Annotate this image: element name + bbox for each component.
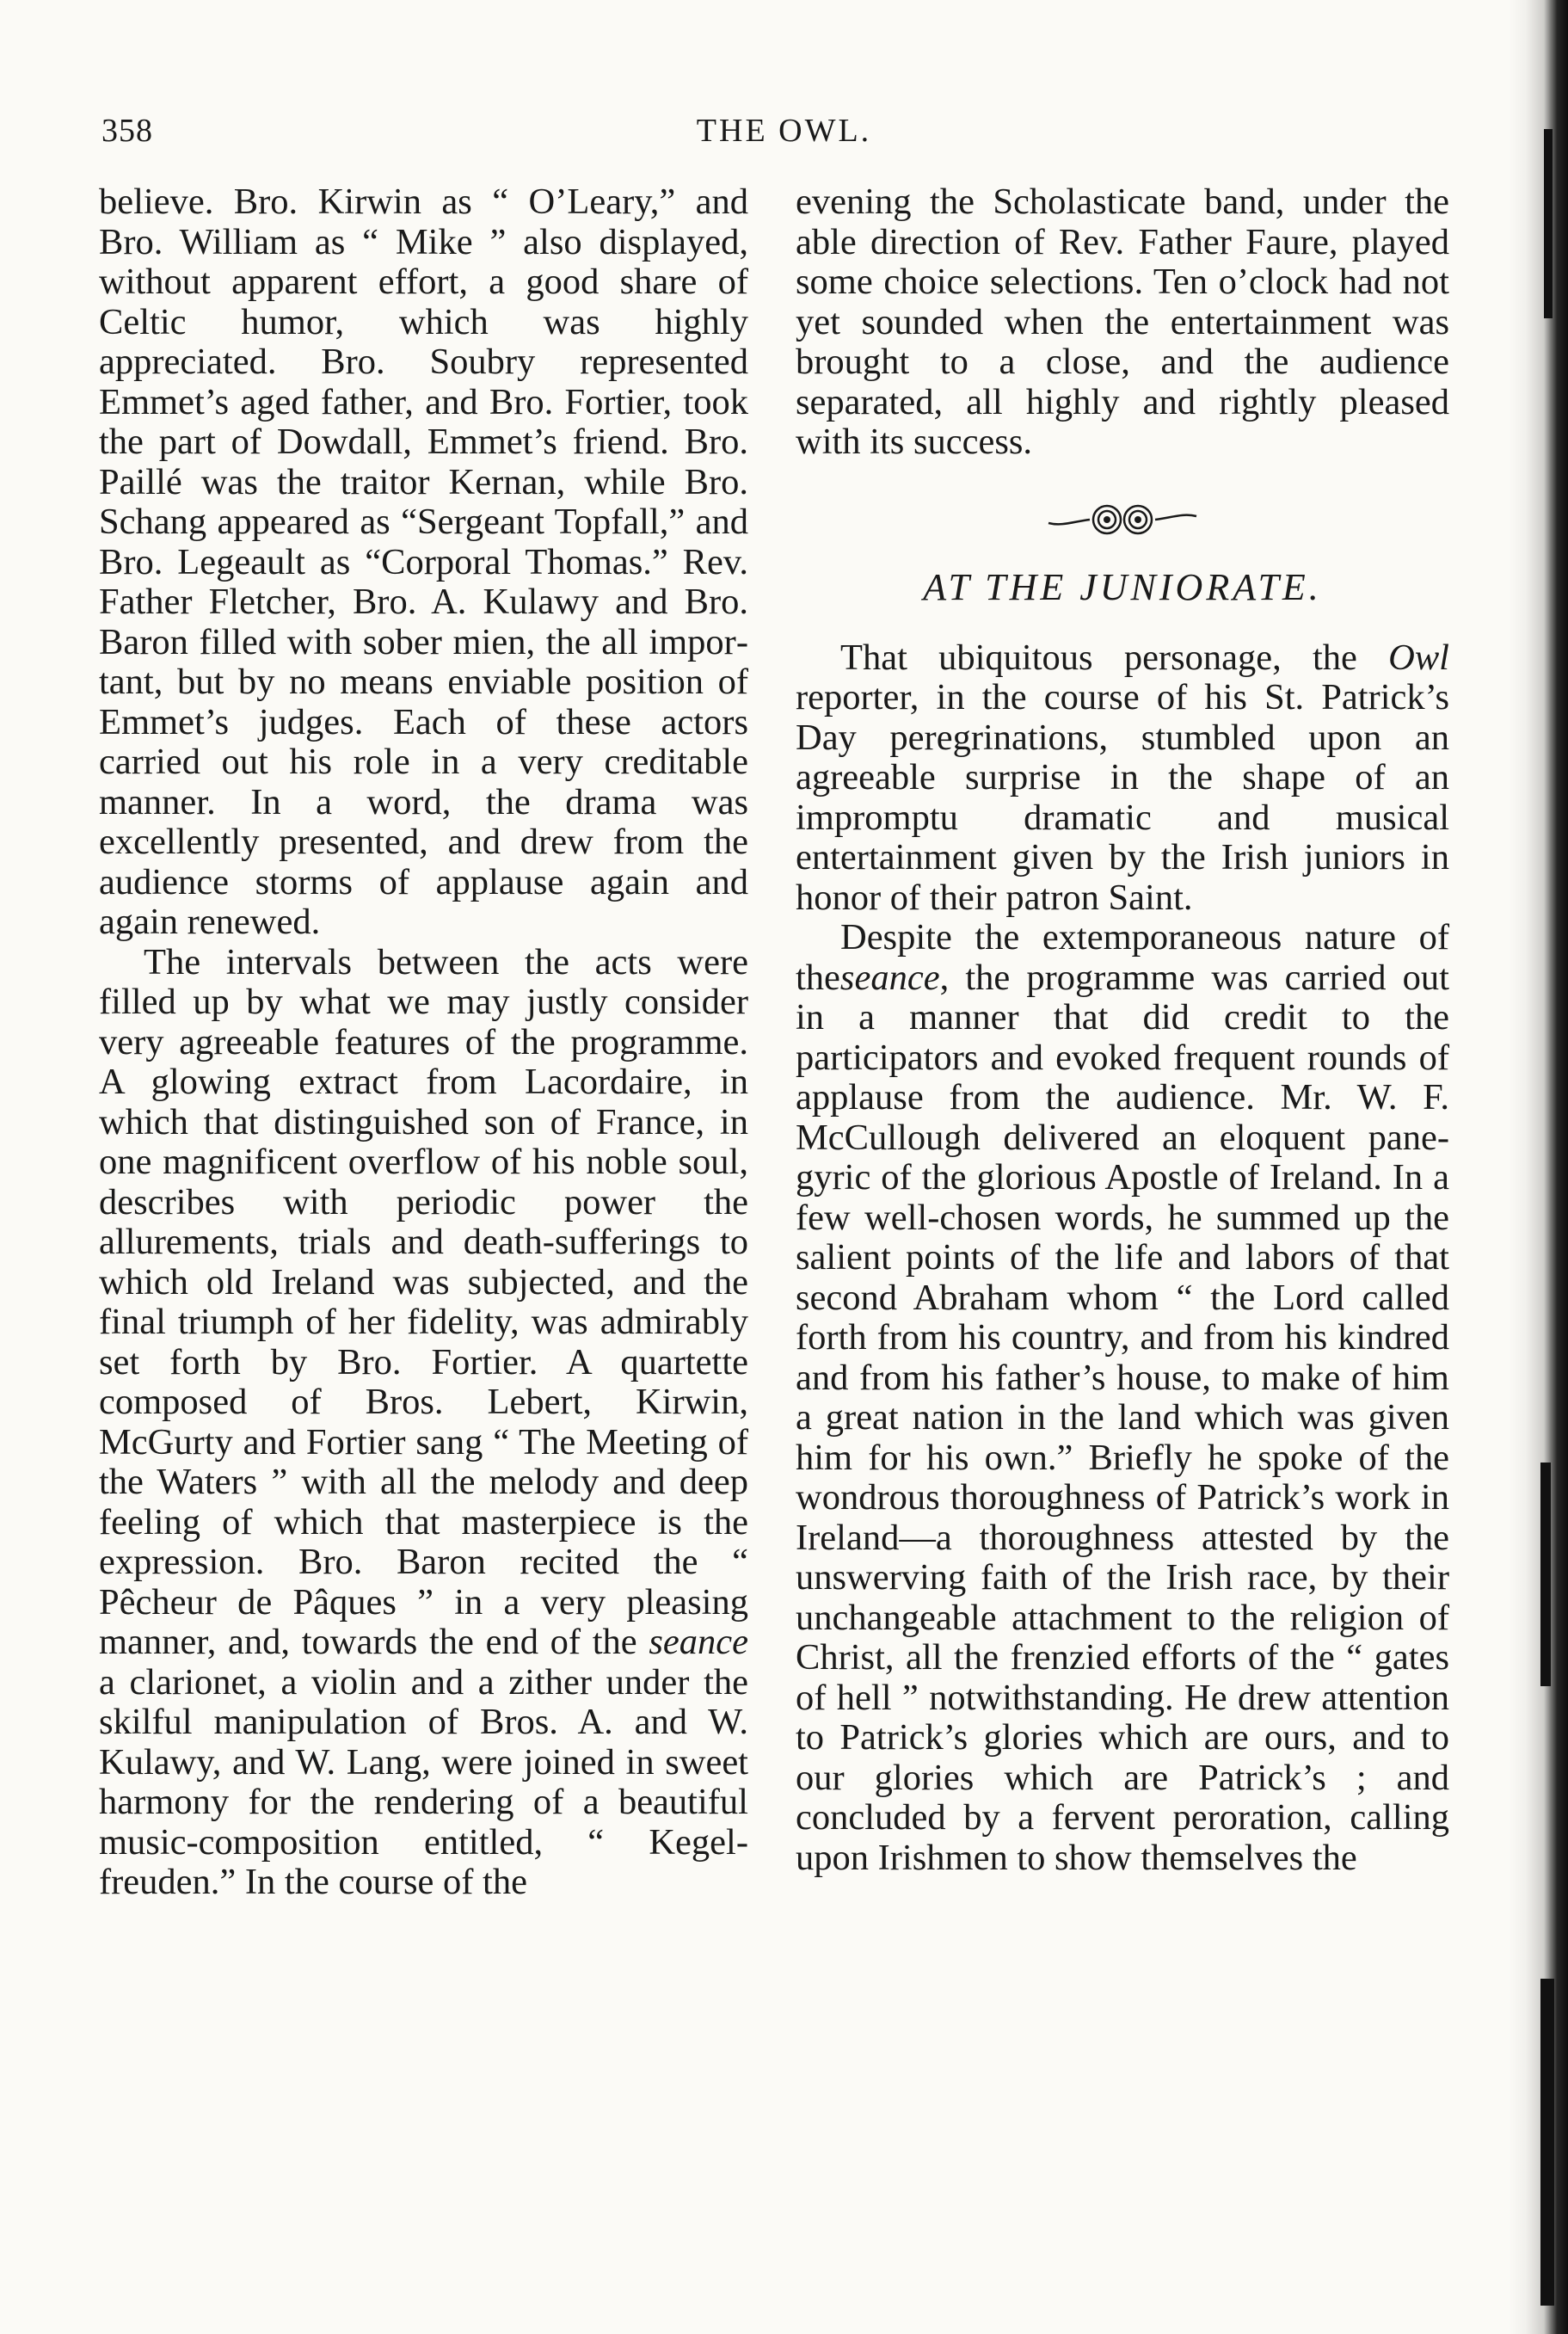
paragraph-owl-reporter	[796, 638, 1449, 919]
ornament-divider	[796, 501, 1449, 540]
binding-speck	[1544, 129, 1553, 318]
italic-term: seance	[839, 957, 940, 998]
page-number: 358	[101, 113, 153, 149]
paragraph-intervals	[99, 943, 748, 1903]
binding-speck	[1540, 1979, 1554, 2306]
paragraph-text: a clarionet, a violin and a zither under the skilful manipulation of Bros. A. and W. Kulawy, and W. Lang, were joined in sweet harmony for the rendering of a beautiful music-composition entitled, “ Kegelfreuden.” In the course of the	[99, 1661, 748, 1902]
paragraph-text: , the programme was carried out in a manner that did credit to the participators and evoked frequent rounds of applause from the audience. Mr. W. F. McCullough delivered an eloquent panegyric of the glorious Apostle of Ireland. In a few well-chosen words, he summed up the salient points of the life and labors of that second Abraham whom “ the Lord called forth from his country, and from his kindred and from his father’s house, to make of him a great nation in the land which was given him for his own.” Briefly he spoke of the wondrous thoroughness of Patrick’s work in Ireland—a thoroughness attested by the unswerving faith of the Irish race, by their unchangeable attachment to the religion of Christ, all the frenzied efforts of the “ gates of hell ” notwithstanding. He drew attention to Patrick’s glories which are ours, and to our glories which are Patrick’s ; and concluded by a fervent peroration, calling upon Irishmen to show themselves the	[796, 957, 1449, 1878]
running-title: THE OWL.	[696, 113, 872, 149]
section-heading: AT THE JUNIORATE.	[923, 565, 1322, 608]
paragraph-text: The intervals between the acts were filled up by what we may justly consider very agreeable features of the programme. A glowing extract from Lacordaire, in which that distinguished son of France, in one magnificent overflow of his noble soul, describes with periodic power the allurements, trials and death-sufferings to which old Ireland was subjected, and the final triumph of her fidelity, was admirably set forth by Bro. Fortier. A quartette composed of Bros. Lebert, Kirwin, McGurty and Fortier sang “ The Meeting of the Waters ” with all the melody and deep feeling of which that masterpiece is the expression. Bro. Baron recited the “ Pêcheur de Pâques ” in a very pleasing manner, and, towards the end of the	[99, 941, 748, 1662]
paragraph-text: Despite the extemporaneous nature of the	[796, 917, 1449, 998]
left-column	[99, 182, 748, 1903]
paragraph-programme	[796, 918, 1449, 1878]
italic-term: seance	[649, 1622, 748, 1662]
right-column	[796, 182, 1449, 1878]
binding-speck	[1540, 1463, 1551, 1686]
paragraph-text: reporter, in the course of his St. Patrick’s Day peregrinations, stumbled upon an agreeable surprise in the shape of an impromptu dramatic and musical entertainment given by the Irish juniors in honor of their patron Saint.	[796, 677, 1449, 918]
paragraph-evening-close: evening the Scholasticate band, under the able direction of Rev. Father Faure, played some choice selections. Ten o’clock had not yet sounded when the entertainment was brought to a close, and the audience separated, all highly and rightly pleased with its success.	[796, 182, 1449, 462]
binding-edge	[1508, 0, 1568, 2334]
italic-term: Owl	[1388, 637, 1449, 678]
paragraph-text: That ubiquitous personage, the	[840, 637, 1389, 678]
paragraph-drama-cast: believe. Bro. Kirwin as “ O’Leary,” and Bro. William as “ Mike ” also displayed, without apparent effort, a good share of Celtic humor, which was highly appreciated. Bro. Soubry represented Emmet’s aged father, and Bro. Fortier, took the part of Dowdall, Emmet’s friend. Bro. Paillé was the traitor Kernan, while Bro. Schang appeared as “Sergeant Topfall,” and Bro. Legeault as “Corporal Thomas.” Rev. Father Fletcher, Bro. A. Kulawy and Bro. Baron filled with sober mien, the all important, but by no means enviable position of Emmet’s judges. Each of these actors carried out his role in a very creditable manner. In a word, the drama was excellently presented, and drew from the audience storms of applause again and again renewed.	[99, 182, 748, 942]
scroll-ornament-icon	[1045, 501, 1200, 539]
